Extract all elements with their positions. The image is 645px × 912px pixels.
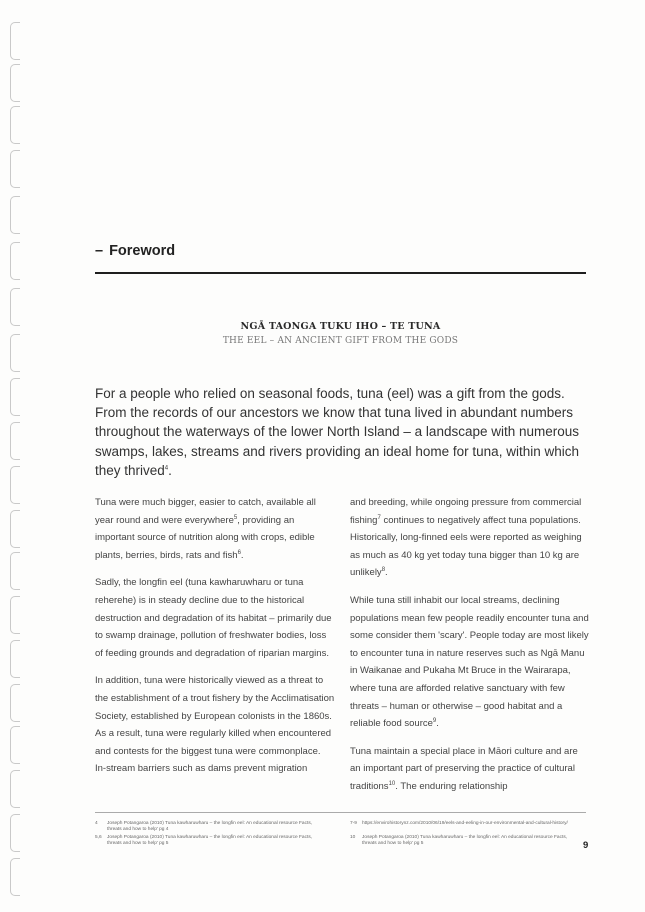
binding-holes [0, 0, 40, 912]
header-dash: – [95, 243, 104, 259]
paragraph-text: In-stream barriers such as dams prevent migration [95, 763, 308, 775]
footnote-ref: 8 [381, 567, 386, 574]
binding-hole [10, 378, 20, 416]
section-header [95, 243, 175, 259]
binding-hole [10, 640, 20, 678]
paragraph [95, 672, 335, 778]
paragraph-text: . [240, 549, 244, 561]
paragraph-text: continues to negatively affect tuna populations. Historically, long-finned eels were reported as weighing as much as 40 kg yet today tuna bigger than 10 kg are unlikely [350, 514, 582, 579]
paragraph-text: Tuna were much bigger, easier to catch, available all year round and were everywhere [95, 497, 316, 526]
footnote-number: 7-9 [350, 821, 357, 826]
binding-hole [10, 684, 20, 722]
binding-hole [10, 22, 20, 60]
footnote-ref: 5 [233, 514, 238, 521]
binding-hole [10, 858, 20, 896]
paragraph [350, 494, 590, 582]
paragraph-text: . [436, 718, 439, 730]
paragraph: Sadly, the longfin eel (tuna kawharuwharu or tuna reherehe) is in steady decline due to the historical destruction and degradation of its habitat – primarily due to swamp drainage, pollution of freshwater bodies, loss of feeding grounds and degradation of riparian margins. [95, 577, 332, 659]
binding-hole [10, 150, 20, 188]
footnote-text: https://envirohistorynz.com/2010/06/19/eels-and-eeling-in-our-environmental-and-cultural-history/ [362, 821, 568, 826]
paragraph-text: Tuna maintain a special place in Māori culture and are an important part of preserving the practice of cultural traditions [350, 745, 578, 792]
footnote [350, 835, 580, 848]
binding-hole [10, 106, 20, 144]
header-rule [95, 272, 586, 274]
binding-hole [10, 64, 20, 102]
paragraph-text: . The enduring relationship [395, 780, 508, 792]
footnote-ref: 4 [164, 465, 169, 472]
footnote [95, 835, 325, 848]
footnote-ref: 7 [377, 514, 381, 521]
left-column [95, 494, 335, 778]
footnote-number: 4 [95, 821, 98, 826]
footnote [95, 821, 325, 834]
paragraph-text: While tuna still inhabit our local streams, declining populations mean few people readily encounter tuna and some consider them 'scary'. People today are most likely to encounter tuna in nature reserves such as Ngā Manu in Waikanae and Pukaha Mt Bruce in the Wairarapa, where tuna are afforded relative sanctuary with few threats – human or otherwise – good habitat and a reliable food source [350, 594, 589, 730]
paragraph-text: and breeding, while ongoing pressure from commercial fishing [350, 497, 582, 526]
footnote-text: Joseph Potangaroa (2010) Tuna kawharuwharu – the longfin eel: An educational resource Facts, threats and how to help' pg 4 [107, 821, 313, 833]
page-number: 9 [583, 840, 589, 851]
binding-hole [10, 422, 20, 460]
paragraph-text: . [385, 567, 388, 579]
paragraph [350, 743, 590, 796]
binding-hole [10, 770, 20, 808]
footnote-ref: 10 [388, 780, 396, 787]
binding-hole [10, 814, 20, 852]
right-column [350, 494, 590, 806]
paragraph-text: In addition, tuna were historically viewed as a threat to the establishment of a trout fishery by the Acclimatisation Society, established by European colonists in the 1860s. As a result, tuna were regularly killed when encountered and contests for the biggest tuna were commonplace. [95, 675, 335, 757]
footnote-text: Joseph Potangaroa (2010) Tuna kawharuwharu – the longfin eel: An educational resource Facts, threats and how to help' pg 5 [107, 835, 313, 847]
footnote-number: 5,6 [95, 835, 102, 840]
title-maori: NGĀ TAONGA TUKU IHO – TE TUNA [240, 321, 441, 332]
binding-hole [10, 596, 20, 634]
binding-hole [10, 726, 20, 764]
paragraph [95, 494, 335, 564]
binding-hole [10, 242, 20, 280]
footnote-rule [95, 812, 586, 813]
footnote [350, 821, 580, 827]
binding-hole [10, 466, 20, 504]
header-label: Foreword [109, 243, 176, 259]
intro-paragraph: For a people who relied on seasonal foods, tuna (eel) was a gift from the gods. From the records of our ancestors we know that tuna lived in abundant numbers throughout the waterways of the lower North Island – a landscape with numerous swamps, lakes, streams and rivers providing an ideal home for tuna, within which they thrived$^4$. [95, 386, 580, 478]
paragraph-text: , providing an important source of nutrition along with crops, edible plants, berries, birds, rats and fish [95, 514, 315, 561]
binding-hole [10, 510, 20, 548]
footnote-ref: 9 [432, 717, 437, 724]
footnote-text: Joseph Potangaroa (2010) Tuna kawharuwharu – the longfin eel: An educational resource Facts, threats and how to help' pg 5 [362, 835, 568, 847]
intro-text: For a people who relied on seasonal foods, tuna (eel) was a gift from the gods. From the records of our ancestors we know that tuna lived in abundant numbers throughout the waterways of the lower North Island – a landscape with numerous swamps, lakes, streams and rivers providing an ideal home for tuna, within which they thrived [95, 386, 580, 478]
binding-hole [10, 288, 20, 326]
footnote-number: 10 [350, 835, 356, 840]
binding-hole [10, 334, 20, 372]
binding-hole [10, 196, 20, 234]
binding-hole [10, 552, 20, 590]
title-english: THE EEL – AN ANCIENT GIFT FROM THE GODS [222, 336, 459, 346]
footnote-ref: 6 [237, 549, 241, 556]
paragraph [350, 592, 590, 733]
